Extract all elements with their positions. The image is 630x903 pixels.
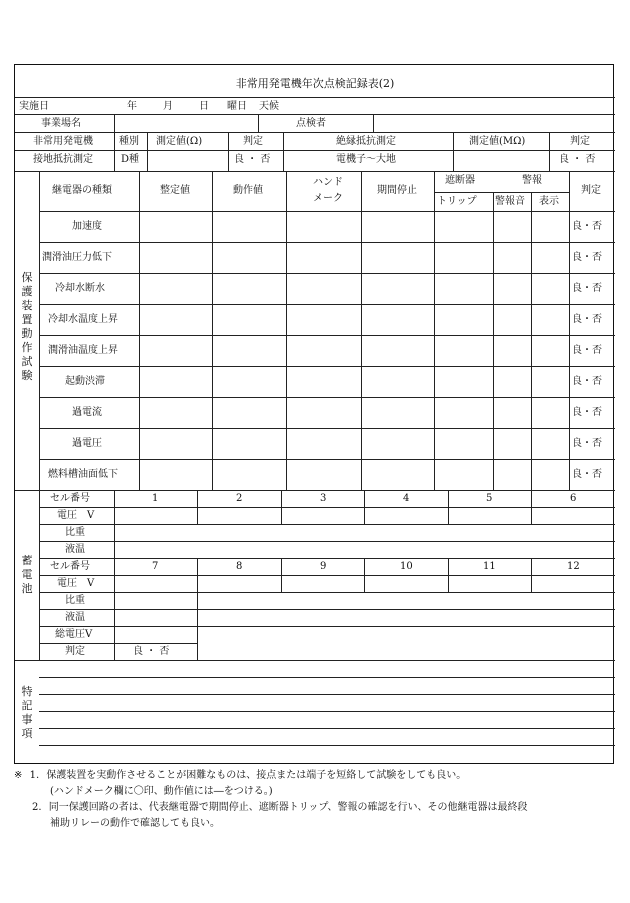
display-header: 表示 <box>539 196 559 207</box>
relay-name: 潤滑油温度上昇 <box>48 345 118 356</box>
breaker-header: 遮断器 <box>445 175 475 186</box>
gravity-label: 比重 <box>65 595 85 606</box>
col-divider <box>114 114 115 132</box>
cell-number: 1 <box>152 493 159 504</box>
cell-number: 11 <box>483 561 496 572</box>
col-divider <box>228 132 229 171</box>
ground-label: 非常用発電機 <box>33 136 93 147</box>
row-divider <box>39 524 615 525</box>
remarks-line <box>39 694 615 695</box>
relay-name: 冷却水断水 <box>55 283 105 294</box>
relay-judge: 良・否 <box>572 407 602 418</box>
row-divider <box>434 192 569 193</box>
relay-judge: 良・否 <box>572 221 602 232</box>
trip-header: トリップ <box>437 196 477 207</box>
remarks-line <box>39 745 615 746</box>
relay-name: 潤滑油圧力低下 <box>42 252 112 263</box>
battery-judge-label: 判定 <box>65 646 85 657</box>
col-divider <box>114 490 115 660</box>
row-divider <box>39 335 615 336</box>
section-divider <box>15 660 615 661</box>
hand-make-header: ハンド <box>313 177 343 188</box>
alarm-sound-header: 警報音 <box>495 196 525 207</box>
row-divider <box>39 428 615 429</box>
cell-number: 6 <box>570 493 577 504</box>
note-2 <box>14 800 624 816</box>
form-title: 非常用発電機年次点検記録表(2) <box>235 77 395 90</box>
cell-number: 5 <box>486 493 493 504</box>
day-label: 日 <box>199 101 209 112</box>
note-1 <box>14 768 624 784</box>
relay-judge: 良・否 <box>572 252 602 263</box>
row-divider <box>39 459 615 460</box>
year-label: 年 <box>127 101 137 112</box>
ground-type-value: D種 <box>121 154 140 165</box>
col-divider <box>281 558 282 592</box>
row-divider <box>15 171 615 172</box>
hand-make-header: メーク <box>313 193 343 204</box>
relay-name: 冷却水温度上昇 <box>48 314 118 325</box>
col-divider <box>197 490 198 524</box>
cell-number: 3 <box>320 493 327 504</box>
cell-number-label: セル番号 <box>50 561 90 572</box>
col-divider <box>281 490 282 524</box>
voltage-label: 電圧 V <box>57 578 95 589</box>
row-divider <box>39 609 615 610</box>
relay-name: 過電圧 <box>72 438 102 449</box>
relay-judge: 良・否 <box>572 314 602 325</box>
row-divider <box>39 575 615 576</box>
remarks-line <box>39 677 615 678</box>
footnotes <box>14 768 624 832</box>
cell-number-label: セル番号 <box>50 493 90 504</box>
col-divider <box>569 171 570 490</box>
ground-judge-label: 判定 <box>243 136 263 147</box>
row-divider <box>15 150 615 151</box>
remarks-line <box>39 711 615 712</box>
col-divider <box>373 114 374 132</box>
weekday-label: 曜日 <box>227 101 247 112</box>
cell-number: 10 <box>400 561 413 572</box>
ground-type-label: 種別 <box>119 136 139 147</box>
remarks-side-label: 特記事項 <box>21 685 33 740</box>
battery-judge-value: 良 ・ 否 <box>133 646 170 657</box>
row-divider <box>15 132 615 133</box>
judge-header: 判定 <box>581 185 601 196</box>
row-divider <box>39 626 615 627</box>
stop-header: 期間停止 <box>377 185 417 196</box>
col-divider <box>147 132 148 171</box>
cell-number: 9 <box>320 561 327 572</box>
col-divider <box>453 132 454 171</box>
cell-number: 4 <box>403 493 410 504</box>
note-2-continuation: 補助リレーの動作で確認しても良い。 <box>50 818 220 829</box>
col-divider <box>493 192 494 490</box>
col-divider <box>139 171 140 490</box>
row-divider <box>39 558 615 559</box>
col-divider <box>286 171 287 490</box>
relay-type-header: 継電器の種類 <box>52 185 112 196</box>
ground-label: 接地抵抗測定 <box>33 154 93 165</box>
relay-judge: 良・否 <box>572 469 602 480</box>
section-divider <box>15 490 615 491</box>
cell-number: 12 <box>567 561 580 572</box>
insulation-judge-label: 判定 <box>570 136 590 147</box>
row-divider <box>39 541 615 542</box>
temp-label: 液温 <box>65 612 85 623</box>
inspector-label: 点検者 <box>296 118 326 129</box>
row-divider <box>39 592 615 593</box>
relay-judge: 良・否 <box>572 376 602 387</box>
relay-name: 加速度 <box>72 221 102 232</box>
relay-judge: 良・否 <box>572 345 602 356</box>
inspection-form <box>14 64 614 764</box>
total-voltage-label: 総電圧V <box>55 629 93 640</box>
col-divider <box>39 171 40 660</box>
battery-side-label: 蓄電池 <box>21 554 33 595</box>
relay-name: 燃料槽油面低下 <box>48 469 118 480</box>
alarm-header: 警報 <box>522 175 542 186</box>
row-divider <box>39 643 197 644</box>
col-divider <box>197 558 198 660</box>
relay-judge: 良・否 <box>572 283 602 294</box>
note-mark: ※ <box>14 770 23 781</box>
col-divider <box>434 171 435 490</box>
relay-name: 起動渋滞 <box>65 376 105 387</box>
col-divider <box>364 558 365 592</box>
col-divider <box>549 132 550 171</box>
ground-measured-label: 測定値(Ω) <box>156 136 203 147</box>
cell-number: 7 <box>152 561 159 572</box>
col-divider <box>364 490 365 524</box>
col-divider <box>531 192 532 490</box>
remarks-line <box>39 728 615 729</box>
col-divider <box>531 490 532 524</box>
note-2-number: 2. <box>32 802 42 813</box>
col-divider <box>283 132 284 171</box>
row-divider <box>39 273 615 274</box>
col-divider <box>531 558 532 592</box>
cell-number: 2 <box>236 493 243 504</box>
col-divider <box>448 558 449 592</box>
protection-side-label: 保護装置動作試験 <box>21 271 33 382</box>
note-1-text: 保護装置を実動作させることが困難なものは、接点または端子を短絡して試験をしても良い。 <box>46 770 467 781</box>
row-divider <box>15 97 615 98</box>
col-divider <box>212 171 213 490</box>
col-divider <box>361 171 362 490</box>
col-divider <box>258 114 259 132</box>
temp-label: 液温 <box>65 544 85 555</box>
row-divider <box>39 397 615 398</box>
ground-judge-value: 良 ・ 否 <box>234 154 271 165</box>
gravity-label: 比重 <box>65 527 85 538</box>
voltage-label: 電圧 V <box>57 510 95 521</box>
relay-judge: 良・否 <box>572 438 602 449</box>
row-divider <box>39 242 615 243</box>
site-label: 事業場名 <box>41 118 81 129</box>
impl-date-label: 実施日 <box>19 101 49 112</box>
row-divider <box>39 211 615 212</box>
insulation-measured-label: 測定値(MΩ) <box>469 136 526 147</box>
cell-number: 8 <box>236 561 243 572</box>
insulation-judge-value: 良 ・ 否 <box>559 154 596 165</box>
note-1-continuation: (ハンドメーク欄に〇印、動作値には―をつける。) <box>50 786 273 797</box>
col-divider <box>448 490 449 524</box>
col-divider <box>114 132 115 171</box>
setting-header: 整定値 <box>160 185 190 196</box>
note-1-number: 1. <box>29 770 40 781</box>
note-2-text: 同一保護回路の者は、代表継電器で期間停止、遮断器トリップ、警報の確認を行い、その他継電器は最終段 <box>48 802 528 813</box>
row-divider <box>15 114 615 115</box>
operating-header: 動作値 <box>233 185 263 196</box>
weather-label: 天候 <box>259 101 279 112</box>
insulation-label: 電機子～大地 <box>336 154 396 165</box>
row-divider <box>39 507 615 508</box>
relay-name: 過電流 <box>72 407 102 418</box>
insulation-label: 絶縁抵抗測定 <box>336 136 396 147</box>
row-divider <box>39 304 615 305</box>
row-divider <box>39 366 615 367</box>
month-label: 月 <box>163 101 173 112</box>
